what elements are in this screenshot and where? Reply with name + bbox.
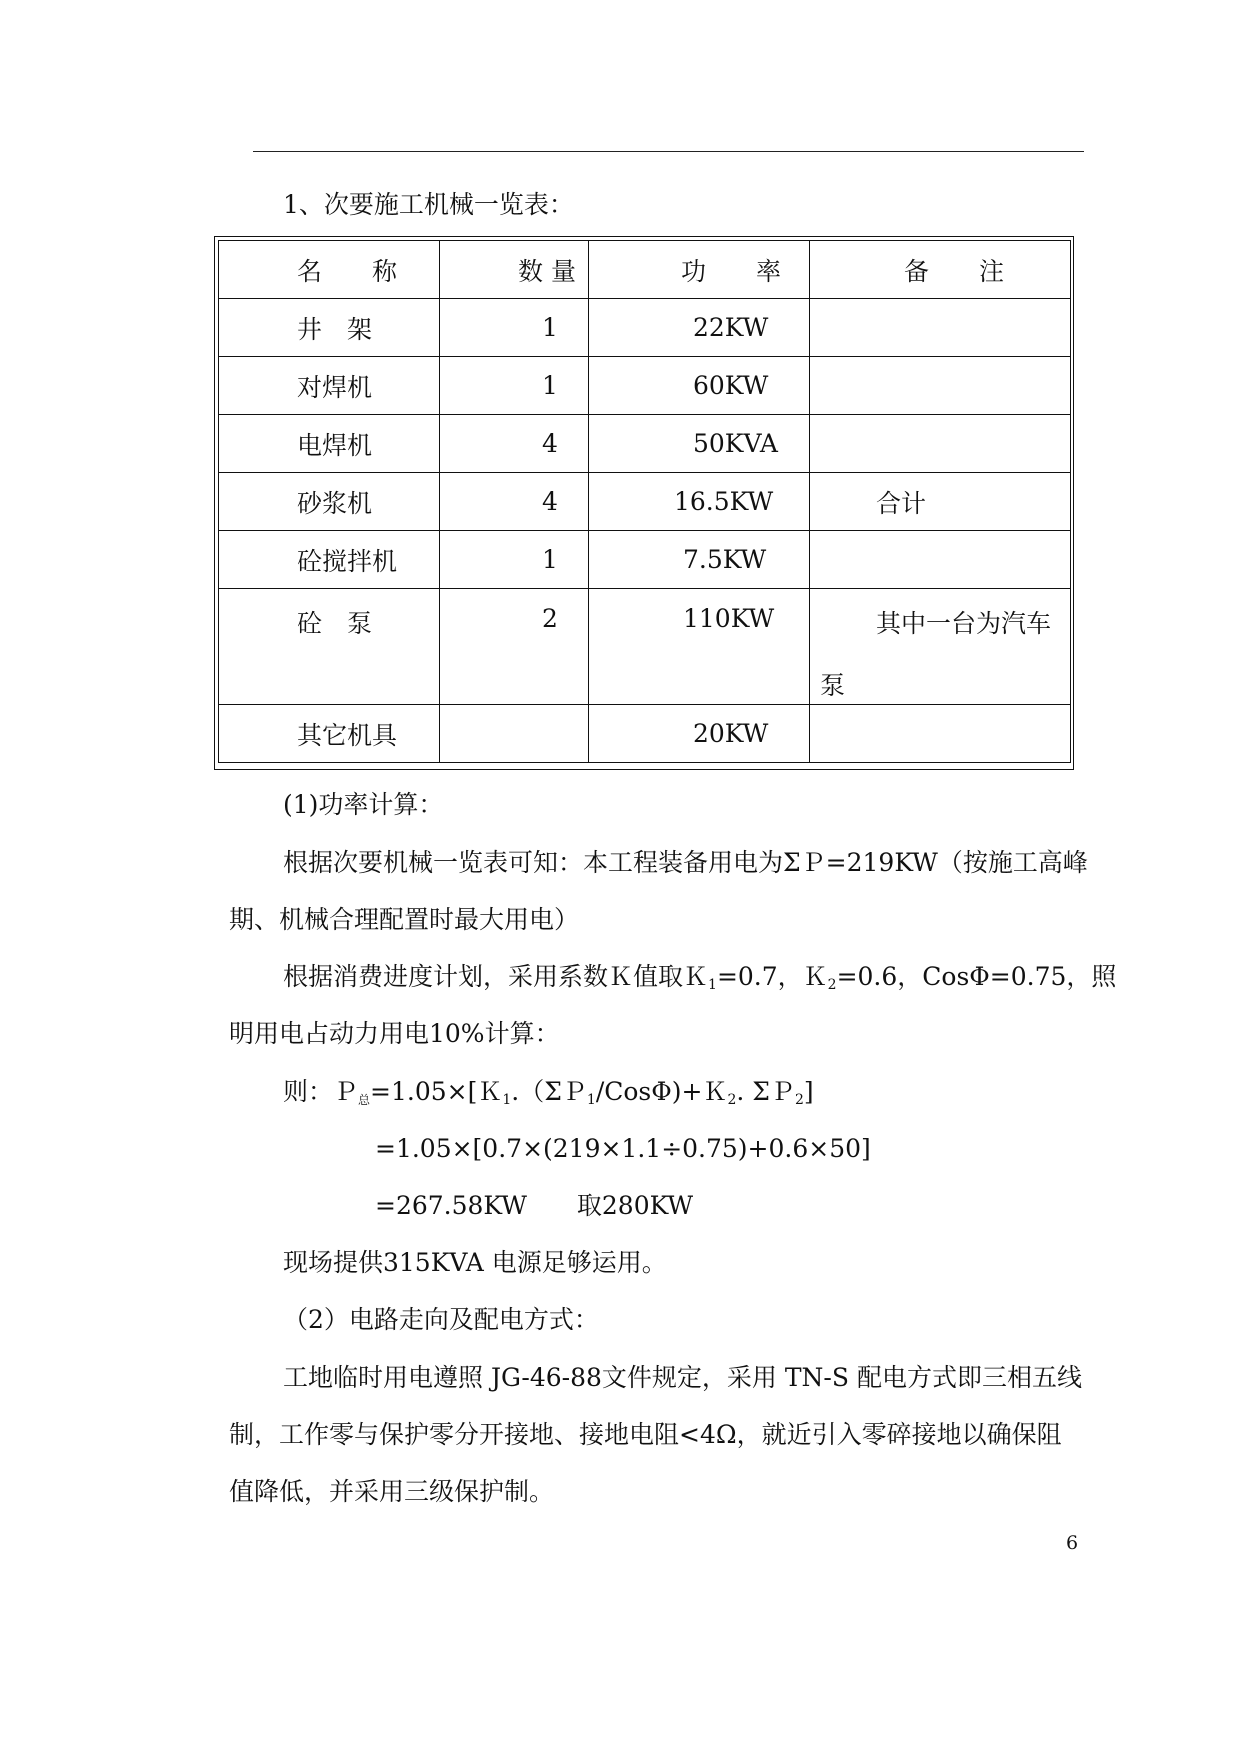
cell-note bbox=[810, 705, 1071, 763]
cell-note-line1: 其中一台为汽车 bbox=[876, 609, 1052, 638]
table-row bbox=[219, 589, 1071, 705]
calc-paragraph-1-line-2: 期、机械合理配置时最大用电） bbox=[229, 905, 580, 934]
table-header-row bbox=[219, 241, 1071, 299]
cell-qty: 4 bbox=[440, 415, 589, 473]
formula-1-f: ] bbox=[803, 1077, 814, 1106]
page-number: 6 bbox=[1066, 1532, 1079, 1554]
cell-name: 其它机具 bbox=[219, 705, 440, 763]
calc-paragraph-2-line-1 bbox=[283, 962, 1116, 1000]
circuit-line-1: 工地临时用电遵照 JG-46-88文件规定，采用 TN-S 配电方式即三相五线 bbox=[283, 1363, 1082, 1392]
cell-note bbox=[810, 531, 1071, 589]
cell-name: 电焊机 bbox=[219, 415, 440, 473]
cell-note bbox=[810, 299, 1071, 357]
supply-statement: 现场提供315KVA 电源足够运用。 bbox=[283, 1248, 667, 1277]
cell-name: 砼 泵 bbox=[297, 609, 373, 638]
calc-p2-text-c: =0.6，CosΦ=0.75，照 bbox=[836, 962, 1117, 991]
cell-note bbox=[810, 357, 1071, 415]
cell-note-line2: 泵 bbox=[820, 671, 846, 700]
cell-qty bbox=[440, 705, 589, 763]
header-rule bbox=[253, 151, 1084, 152]
cell-power: 20KW bbox=[589, 705, 810, 763]
formula-1-sub-p2: 2 bbox=[794, 1092, 804, 1108]
table-row bbox=[219, 299, 1071, 357]
calc-p2-sub-k2: 2 bbox=[827, 977, 837, 993]
cell-name: 砂浆机 bbox=[219, 473, 440, 531]
calc-p2-text-b: =0.7，Ｋ bbox=[716, 962, 828, 991]
header-qty: 数 量 bbox=[440, 241, 589, 299]
cell-power: 16.5KW bbox=[589, 473, 810, 531]
formula-1-sub-p1: 1 bbox=[586, 1092, 596, 1108]
cell-name: 砼搅拌机 bbox=[219, 531, 440, 589]
cell-name-wrap bbox=[219, 589, 440, 705]
calc-heading: (1)功率计算： bbox=[283, 790, 444, 819]
table-row bbox=[219, 415, 1071, 473]
calc-paragraph-2-line-2: 明用电占动力用电10%计算： bbox=[229, 1019, 560, 1048]
cell-name: 对焊机 bbox=[219, 357, 440, 415]
formula-line-2: =1.05×[0.7×(219×1.1÷0.75)+0.6×50] bbox=[375, 1134, 871, 1163]
cell-note-wrap bbox=[810, 589, 1071, 705]
cell-note: 合计 bbox=[810, 473, 1071, 531]
cell-qty: 1 bbox=[440, 357, 589, 415]
formula-1-b: =1.05×[Ｋ bbox=[370, 1077, 503, 1106]
cell-power: 50KVA bbox=[589, 415, 810, 473]
circuit-line-3: 值降低，并采用三级保护制。 bbox=[229, 1477, 555, 1506]
cell-qty-wrap bbox=[440, 589, 589, 705]
cell-note bbox=[810, 415, 1071, 473]
formula-line-1 bbox=[283, 1077, 814, 1115]
formula-1-a: 则：Ｐ bbox=[283, 1077, 359, 1106]
cell-power-wrap bbox=[589, 589, 810, 705]
calc-p2-sub-k1: 1 bbox=[708, 977, 717, 993]
formula-1-e: . ΣＰ bbox=[736, 1077, 795, 1106]
formula-1-sub-k2: 2 bbox=[727, 1092, 737, 1108]
formula-1-sub-k1: 1 bbox=[502, 1092, 512, 1108]
table-row bbox=[219, 473, 1071, 531]
cell-power: 110KW bbox=[683, 604, 775, 633]
cell-qty: 4 bbox=[440, 473, 589, 531]
section-title: 1、次要施工机械一览表： bbox=[283, 190, 574, 219]
table-row bbox=[219, 705, 1071, 763]
formula-1-c: .（ΣＰ bbox=[511, 1077, 587, 1106]
table-row bbox=[219, 531, 1071, 589]
formula-1-d: /CosΦ)+Ｋ bbox=[595, 1077, 728, 1106]
calc-p2-text-a: 根据消费进度计划，采用系数Ｋ值取Ｋ bbox=[283, 962, 709, 991]
cell-qty: 2 bbox=[542, 604, 558, 633]
header-name: 名 称 bbox=[219, 241, 440, 299]
circuit-heading: （2）电路走向及配电方式： bbox=[283, 1305, 599, 1334]
cell-power: 7.5KW bbox=[589, 531, 810, 589]
formula-1-sub-total: 总 bbox=[358, 1093, 371, 1107]
machine-table bbox=[218, 240, 1071, 763]
cell-power: 60KW bbox=[589, 357, 810, 415]
circuit-line-2: 制，工作零与保护零分开接地、接地电阻<4Ω，就近引入零碎接地以确保阻 bbox=[229, 1420, 1062, 1449]
calc-paragraph-1-line-1: 根据次要机械一览表可知：本工程装备用电为ΣＰ=219KW（按施工高峰 bbox=[283, 848, 1088, 877]
header-power: 功 率 bbox=[589, 241, 810, 299]
cell-power: 22KW bbox=[589, 299, 810, 357]
cell-name: 井 架 bbox=[219, 299, 440, 357]
cell-qty: 1 bbox=[440, 531, 589, 589]
cell-qty: 1 bbox=[440, 299, 589, 357]
formula-line-3: =267.58KW 取280KW bbox=[375, 1191, 694, 1220]
header-note: 备 注 bbox=[810, 241, 1071, 299]
table-row bbox=[219, 357, 1071, 415]
